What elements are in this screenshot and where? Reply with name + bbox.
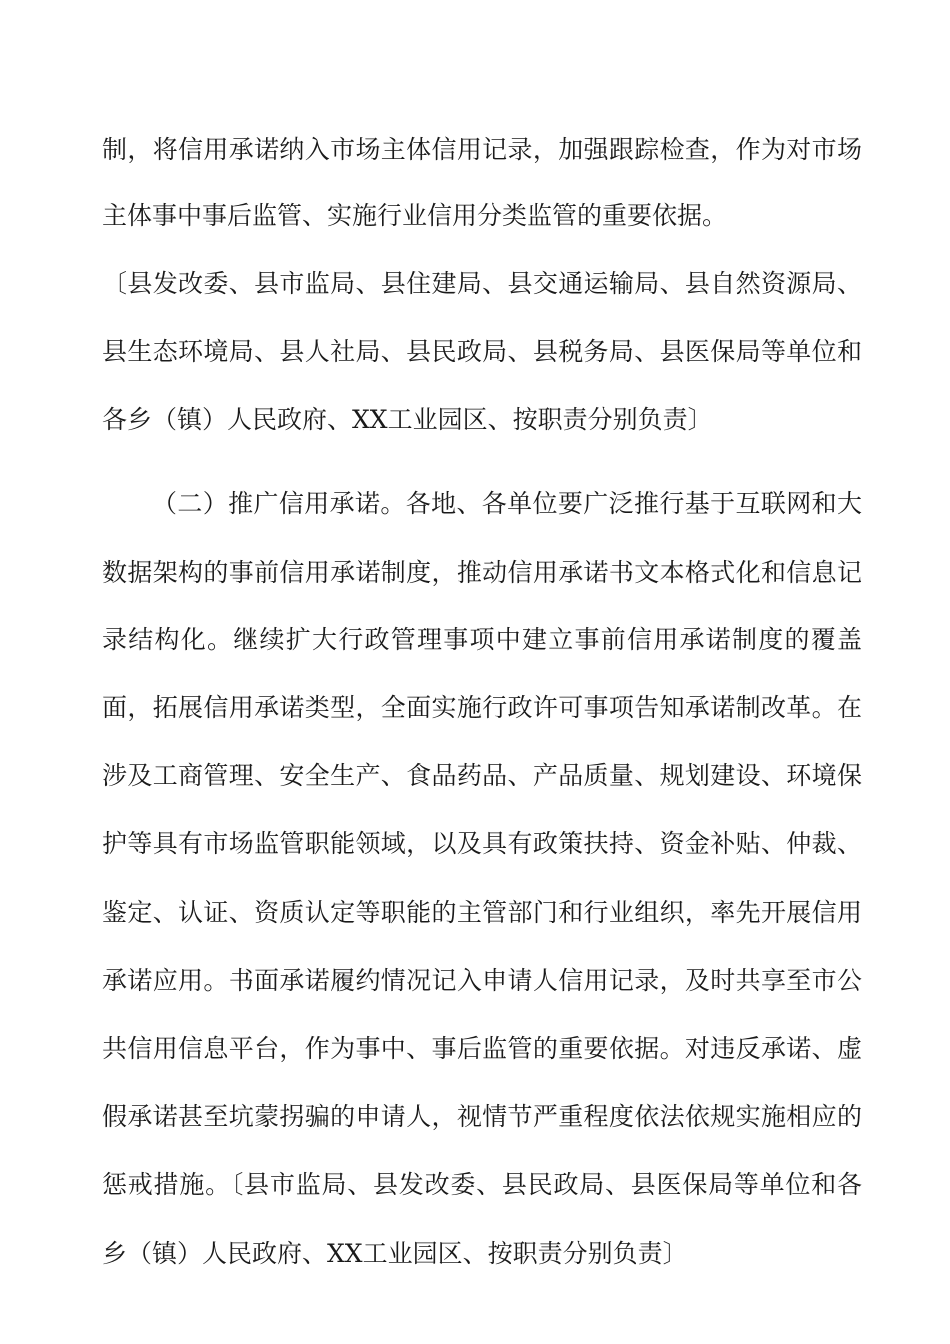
text-line: 涉及工商管理、安全生产、食品药品、产品质量、规划建设、环境保 bbox=[102, 761, 862, 790]
text-line: 主体事中事后监管、实施行业信用分类监管的重要依据。 bbox=[102, 201, 728, 230]
text-line: 制，将信用承诺纳入市场主体信用记录，加强跟踪检查，作为对市场 bbox=[102, 135, 862, 164]
text-line: 数据架构的事前信用承诺制度，推动信用承诺书文本格式化和信息记 bbox=[102, 558, 862, 587]
text-line: 假承诺甚至坑蒙拐骗的申请人，视情节严重程度依法依规实施相应的 bbox=[102, 1102, 862, 1131]
text-line: 各乡（镇）人民政府、XX工业园区、按职责分别负责〕 bbox=[102, 405, 713, 434]
text-line: 护等具有市场监管职能领域，以及具有政策扶持、资金补贴、仲裁、 bbox=[102, 829, 862, 858]
text-line: 县生态环境局、县人社局、县民政局、县税务局、县医保局等单位和 bbox=[102, 337, 862, 366]
text-line: 面，拓展信用承诺类型，全面实施行政许可事项告知承诺制改革。在 bbox=[102, 693, 862, 722]
text-line: 录结构化。继续扩大行政管理事项中建立事前信用承诺制度的覆盖 bbox=[102, 625, 862, 654]
text-line: 〔县发改委、县市监局、县住建局、县交通运输局、县自然资源局、 bbox=[102, 269, 862, 298]
paragraph-heading-line: （二）推广信用承诺。各地、各单位要广泛推行基于互联网和大 bbox=[152, 489, 862, 518]
text-line: 乡（镇）人民政府、XX工业园区、按职责分别负责〕 bbox=[102, 1239, 688, 1268]
text-line: 承诺应用。书面承诺履约情况记入申请人信用记录，及时共享至市公 bbox=[102, 966, 862, 995]
text-line: 共信用信息平台，作为事中、事后监管的重要依据。对违反承诺、虚 bbox=[102, 1034, 862, 1063]
text-line: 鉴定、认证、资质认定等职能的主管部门和行业组织，率先开展信用 bbox=[102, 898, 862, 927]
text-line: 惩戒措施。〔县市监局、县发改委、县民政局、县医保局等单位和各 bbox=[102, 1170, 862, 1199]
